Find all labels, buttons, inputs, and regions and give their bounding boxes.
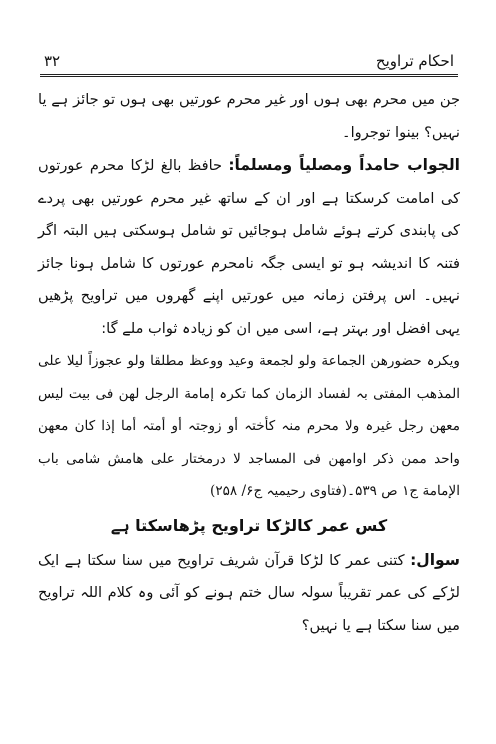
running-title: احکام تراویح	[375, 52, 454, 70]
page-body	[38, 84, 460, 642]
question-paragraph	[38, 544, 460, 643]
section-heading: کس عمر کالڑکا تراویح پڑھاسکتا ہے	[110, 515, 388, 535]
header-rule	[40, 74, 458, 77]
page-number: ۳۲	[44, 52, 61, 70]
answer-text: حافظ بالغ لڑکا محرم عورتوں کی امامت کرسکتا ہے اور ان کے ساتھ غیر محرم عورتیں بھی پردے کی پابندی کرتے ہوئے شامل ہوجائیں تو شامل ہوسکتی ہیں البتہ اگر فتنہ کا اندیشہ ہو تو ایسی جگہ نامحرم عورتوں کا شامل ہونا جائز نہیں۔ اس پرفتن زمانہ میں عورتیں اپنے گھروں میں تراویح پڑھیں یہی افضل اور بہتر ہے، اسی میں ان کو زیادہ ثواب ملے گا:	[38, 157, 460, 337]
page-header	[40, 52, 458, 72]
question-continuation: جن میں محرم بھی ہوں اور غیر محرم عورتیں بھی ہوں تو جائز ہے یا نہیں؟ بینوا توجروا۔	[38, 91, 460, 141]
question-text: کتنی عمر کا لڑکا قرآن شریف تراویح میں سنا سکتا ہے ایک لڑکے کی عمر تقریباً سولہ سال ختم ہونے کو آئی وہ کلام اللہ تراویح میں سنا سکتا ہے یا نہیں؟	[38, 551, 460, 634]
answer-label: الجواب حامداً ومصلیاً ومسلماً:	[228, 156, 460, 174]
question-label: سوال:	[410, 550, 461, 569]
answer-paragraph	[38, 149, 460, 345]
arabic-quote: ویکرہ حضورھن الجماعة ولو لجمعة وعید ووعظ مطلقا ولو عجوزاً لیلا علی المذھب المفتی بہ لفساد الزمان کما تکرہ إمامة الرجل لھن فی بیت لیس معھن رجل غیرہ ولا محرم منہ کأختہ أو زوجتہ أو أمتہ أما إذا کان معھن واحد ممن ذکر اوامھن فی المساجد لا درمختار علی ھامش شامی باب الإمامة ج۱ ص ۵۳۹۔(فتاوی رحیمیہ ج۶/ ۲۵۸)	[38, 353, 460, 499]
